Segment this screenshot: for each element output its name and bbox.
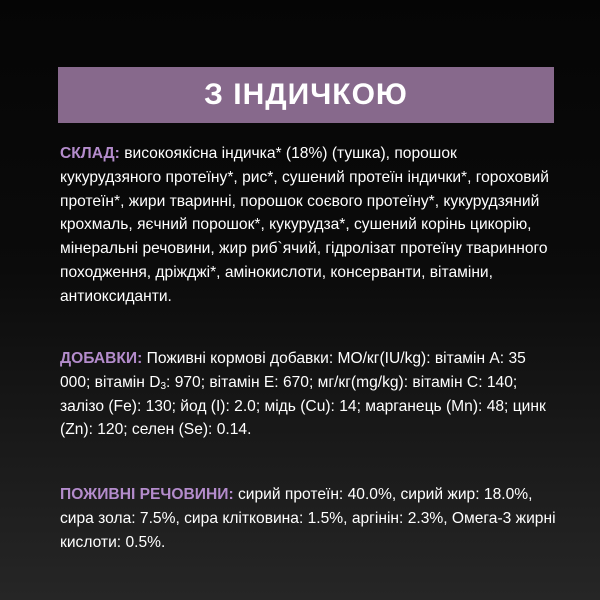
banner-title: З ІНДИЧКОЮ [204, 78, 408, 111]
additives-section [60, 347, 556, 442]
nutrients-section [60, 483, 556, 554]
composition-section [60, 142, 556, 309]
additives-text-part1: Поживні кормові добавки: МО/кг(IU/kg): вітамін A: 35 000; вітамін D [60, 350, 526, 391]
composition-text: високоякісна індичка* (18%) (тушка), порошок кукурудзяного протеїну*, рис*, сушений протеїн індички*, гороховий протеїн*, жири тваринні, порошок соєвого протеїну*, кукурудзяний крохмаль, яєчний порошок*, кукурудза*, сушений корінь цикорію, мінеральні речовини, жир риб`ячий, гідролізат протеїну тваринного походження, дріжджі*, амінокислоти, консерванти, вітаміни, антиоксиданти. [60, 145, 549, 305]
composition-label: СКЛАД: [60, 145, 120, 162]
nutrients-text: сирий протеїн: 40.0%, сирий жир: 18.0%, сира зола: 7.5%, сира клітковина: 1.5%, аргінін: 2.3%, Омега-3 жирні кислоти: 0.5%. [60, 486, 556, 551]
additives-label: ДОБАВКИ: [60, 350, 143, 367]
vitamin-d-subscript: 3 [160, 380, 167, 392]
nutrients-label: ПОЖИВНІ РЕЧОВИНИ: [60, 486, 234, 503]
title-banner [58, 67, 554, 123]
additives-text-part2: : 970; вітамін E: 670; мг/кг(mg/kg): вітамін C: 140; залізо (Fe): 130; йод (I): 2.0; мідь (Cu): 14; марганець (Mn): 48; цинк (Zn): 120; селен (Se): 0.14. [60, 373, 546, 439]
